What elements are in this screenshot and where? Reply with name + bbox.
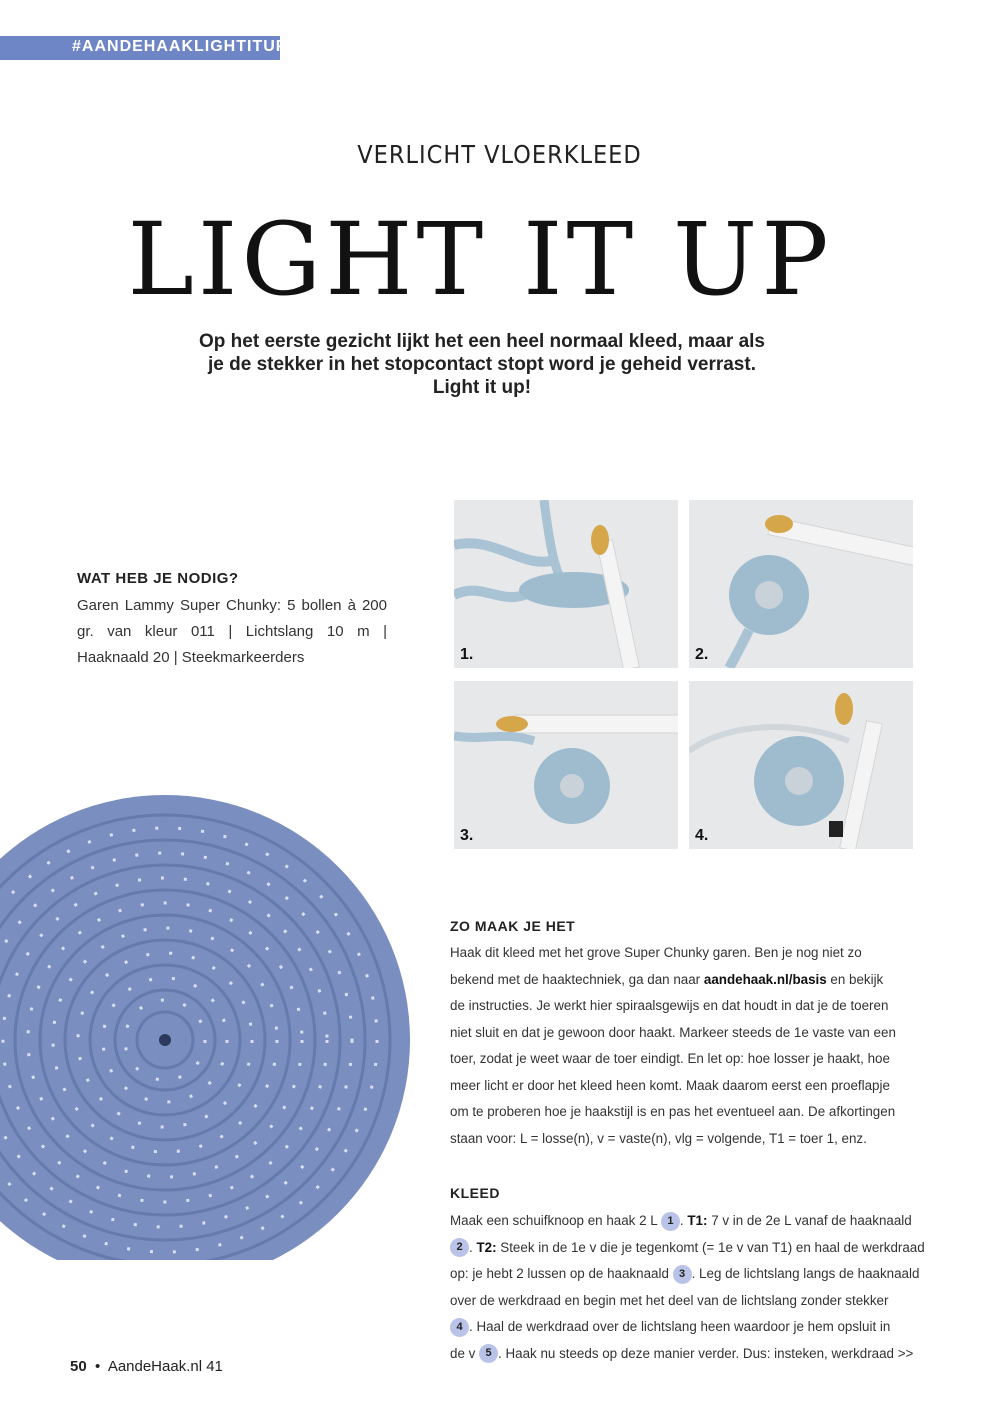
- intro-line: Op het eerste gezicht lijkt het een heel normaal kleed, maar als: [199, 331, 765, 352]
- page-footer: [70, 1358, 223, 1375]
- rug-photo: [0, 780, 440, 1260]
- materials-heading: WAT HEB JE NODIG?: [77, 570, 239, 587]
- instructions-heading: ZO MAAK JE HET: [450, 918, 576, 934]
- step-photo-1-image: [454, 500, 678, 668]
- step-label: 2.: [695, 646, 709, 663]
- step-badge: 5: [479, 1344, 498, 1363]
- page-number: 50: [70, 1358, 87, 1375]
- kleed-line: op: je hebt 2 lussen op de haaknaald 3 . Leg de lichtslang langs de haaknaald: [450, 1261, 940, 1288]
- instructions-line: niet sluit en dat je gewoon door haakt. Markeer steeds de 1e vaste van een: [450, 1024, 896, 1040]
- article-kicker: VERLICHT VLOERKLEED: [357, 140, 642, 169]
- kleed-line: 4 . Haal de werkdraad over de lichtslang heen waardoor je hem opsluit in: [450, 1314, 940, 1341]
- step-photo-3: [454, 681, 678, 849]
- instructions-line: de instructies. Je werkt hier spiraalsgewijs en dat houdt in dat je de toeren: [450, 998, 889, 1013]
- basis-link[interactable]: aandehaak.nl/basis: [703, 971, 827, 987]
- article-title: LIGHT IT UP: [127, 201, 833, 318]
- instructions-line: toer, zodat je weet waar de toer eindigt. En let op: hoe losser je haakt, hoe: [450, 1051, 890, 1066]
- step-badge: 4: [450, 1318, 469, 1337]
- kleed-line: Maak een schuifknoop en haak 2 L 1 . T1: 7 v in de 2e L vanaf de haaknaald: [450, 1208, 940, 1235]
- instructions-line: bekend met de haaktechniek, ga dan naar aandehaak.nl/basis en bekijk: [450, 971, 884, 987]
- step-photo-2-image: [689, 500, 913, 668]
- step-badge: 3: [673, 1265, 692, 1284]
- kleed-line: de v 5 . Haak nu steeds op deze manier verder. Dus: insteken, werkdraad >>: [450, 1341, 940, 1368]
- hashtag-banner: [0, 36, 288, 60]
- step-photo-2: [689, 500, 913, 668]
- instructions-line: meer licht er door het kleed heen komt. Maak daarom eerst een proeflapje: [450, 1077, 890, 1093]
- instructions-line: om te proberen hoe je haakstijl is en pas het eventueel aan. De afkortingen: [450, 1104, 896, 1119]
- instructions-text: [450, 940, 912, 1152]
- instructions-line: staan voor: L = losse(n), v = vaste(n), vlg = volgende, T1 = toer 1, enz.: [450, 1130, 867, 1146]
- intro-line: je de stekker in het stopcontact stopt word je geheid verrast.: [208, 354, 756, 375]
- step-badge: 1: [661, 1212, 680, 1231]
- step-label: 3.: [460, 827, 474, 844]
- kleed-line: 2 . T2: Steek in de 1e v die je tegenkomt (= 1e v van T1) en haal de werkdraad: [450, 1235, 940, 1262]
- hashtag-text: #AANDEHAAKLIGHTITUP: [72, 38, 288, 55]
- footer-bullet: •: [95, 1358, 101, 1375]
- instructions-line: Haak dit kleed met het grove Super Chunky garen. Ben je nog niet zo: [450, 945, 862, 960]
- step-label: 4.: [695, 827, 709, 844]
- step-badge: 2: [450, 1238, 469, 1257]
- step-photo-4: [689, 681, 913, 849]
- step-label: 1.: [460, 646, 474, 663]
- materials-text: Garen Lammy Super Chunky: 5 bollen à 200 gr. van kleur 011 | Lichtslang 10 m | Haaknaald 20 | Steekmarkeerders: [77, 597, 387, 666]
- kleed-text: [450, 1208, 940, 1367]
- intro-line: Light it up!: [432, 377, 532, 398]
- step-photo-3-image: [454, 681, 678, 849]
- magazine-name: AandeHaak.nl 41: [107, 1358, 223, 1375]
- step-photo-4-image: [689, 681, 913, 849]
- step-photo-1: [454, 500, 678, 668]
- intro-paragraph: [160, 330, 804, 399]
- kleed-line: over de werkdraad en begin met het deel van de lichtslang zonder stekker: [450, 1292, 889, 1308]
- kleed-heading: KLEED: [450, 1185, 500, 1201]
